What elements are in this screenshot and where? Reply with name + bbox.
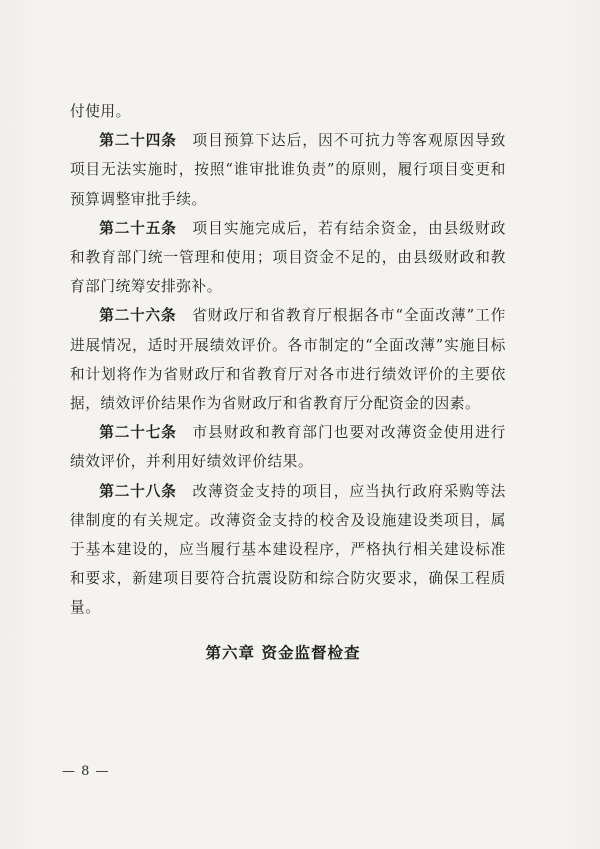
- article-25-paragraph: [70, 214, 506, 302]
- article-number: 第二十七条: [99, 424, 177, 442]
- paragraph-text: 项目实施完成后，若有结余资金，由县级财政和教育部门统一管理和使用；项目资金不足的，由县级财政和教育部门统筹安排弥补。: [70, 219, 506, 296]
- article-24-paragraph: [70, 126, 506, 214]
- chapter-heading: 第六章 资金监督检查: [205, 643, 361, 662]
- article-28-paragraph: [70, 477, 506, 623]
- article-number: 第二十五条: [99, 219, 177, 237]
- paragraph-text: 项目预算下达后，因不可抗力等客观原因导致项目无法实施时，按照“谁审批谁负责”的原则，履行项目变更和预算调整审批手续。: [70, 132, 506, 208]
- paragraph-text: 市县财政和教育部门也要对改薄资金使用进行绩效评价，并利用好绩效评价结果。: [70, 424, 506, 471]
- article-number: 第二十八条: [99, 482, 177, 500]
- article-number: 第二十六条: [99, 307, 177, 325]
- paragraph-text: 改薄资金支持的项目，应当执行政府采购等法律制度的有关规定。改薄资金支持的校舍及设施建设类项目，属于基本建设的，应当履行基本建设程序，严格执行相关建设标准和要求，新建项目要符合抗震设防和综合防灾要求，确保工程质量。: [70, 482, 506, 617]
- article-26-paragraph: [70, 301, 506, 418]
- page-number: — 8 —: [62, 764, 110, 779]
- paragraph-text: 付使用。: [70, 103, 131, 120]
- article-number: 第二十四条: [99, 132, 177, 150]
- paragraph-text: 省财政厅和省教育厅根据各市“全面改薄”工作进展情况，适时开展绩效评价。各市制定的“全面改薄”实施目标和计划将作为省财政厅和省教育厅对各市进行绩效评价的主要依据，绩效评价结果作为省财政厅和省教育厅分配资金的因素。: [70, 307, 506, 413]
- article-27-paragraph: [70, 418, 506, 476]
- paragraph-continuation: [70, 97, 506, 126]
